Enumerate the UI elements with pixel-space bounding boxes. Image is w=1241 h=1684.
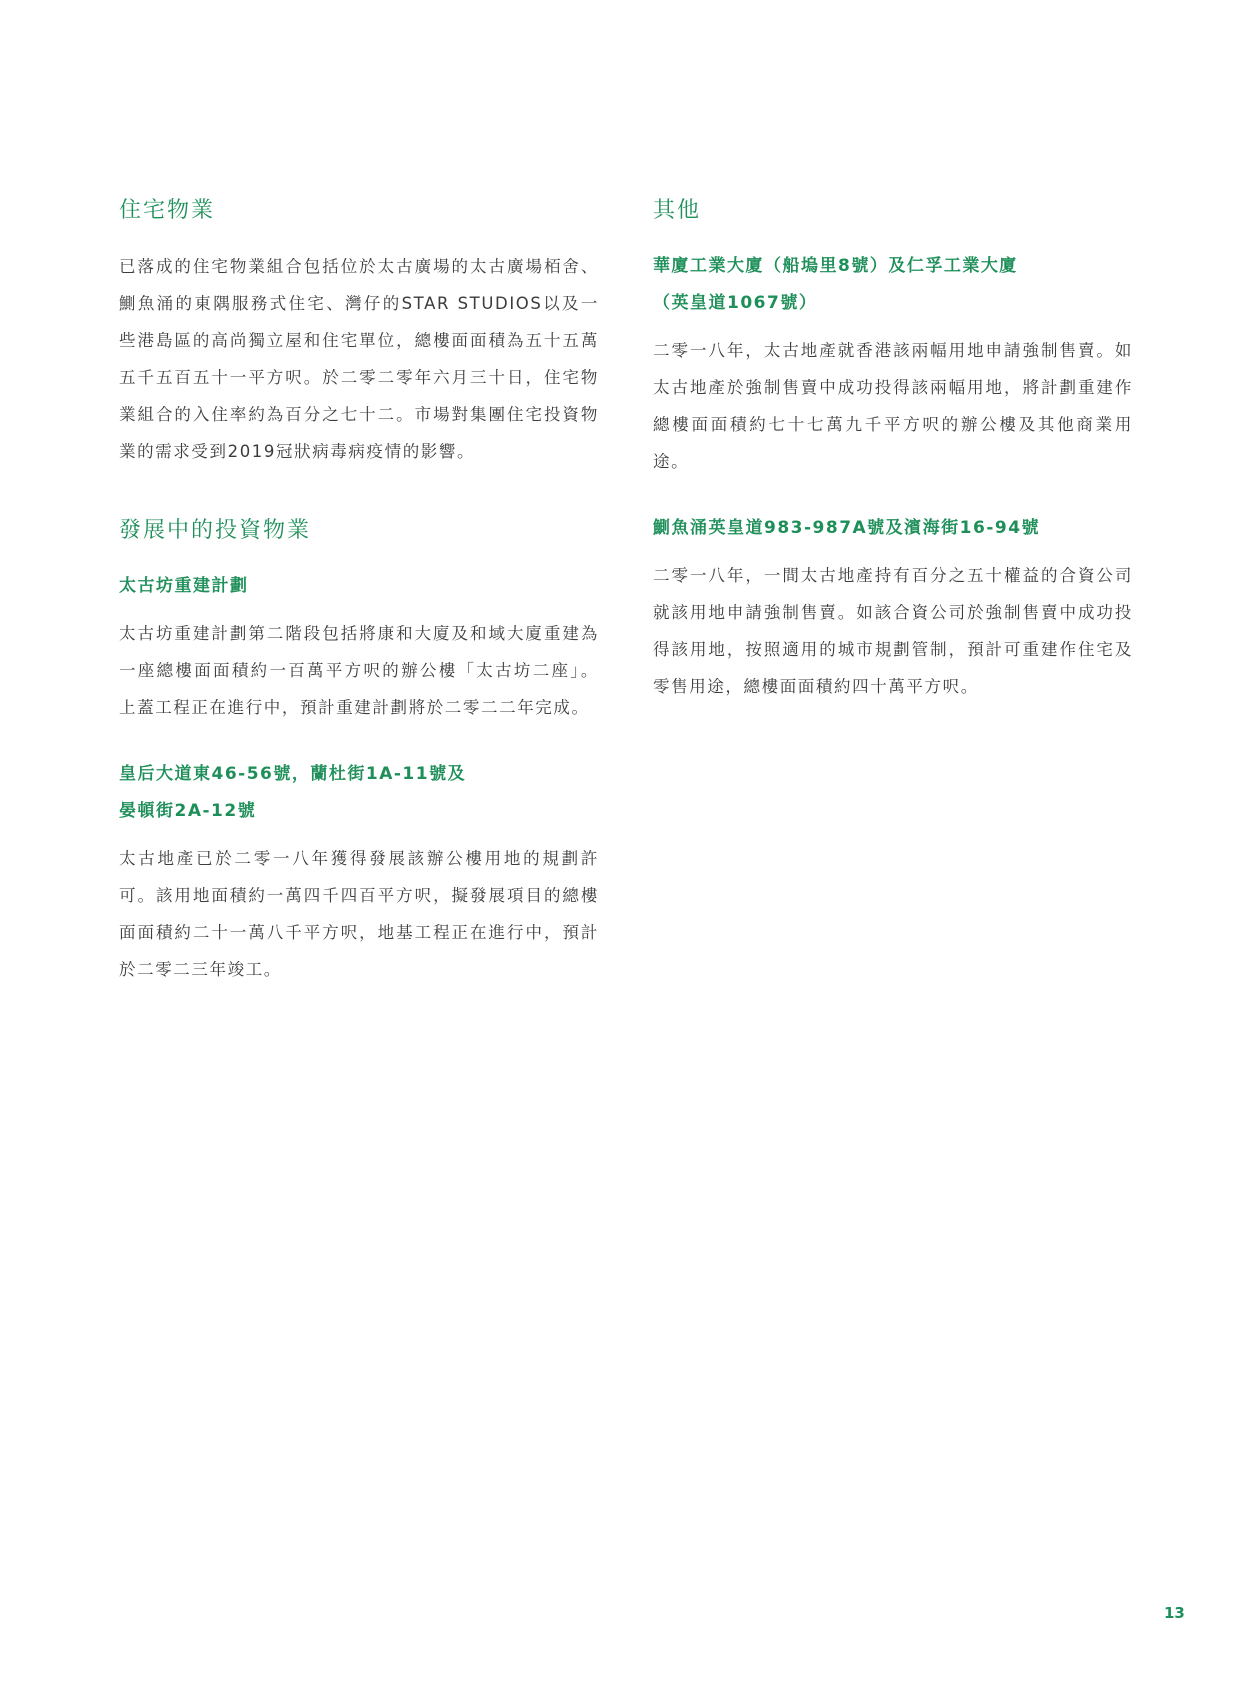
subtitle-taikoo-place — [119, 568, 599, 605]
taikoo-place-paragraph: 太古坊重建計劃第二階段包括將康和大廈及和域大廈重建為一座總樓面面積約一百萬平方呎的辦公樓「太古坊二座」。上蓋工程正在進行中，預計重建計劃將於二零二二年完成。 — [119, 624, 599, 717]
subtitle-quarry-bay — [653, 510, 1133, 547]
subtitle-queens-road-east-line2: 晏頓街2A-12號 — [119, 801, 257, 821]
right-column — [653, 196, 1133, 705]
subtitle-wah-ha-line2: （英皇道1067號） — [653, 293, 818, 313]
page-number: 13 — [1164, 1604, 1185, 1622]
development-section — [119, 516, 599, 988]
quarry-bay-paragraph: 二零一八年，一間太古地產持有百分之五十權益的合資公司就該用地申請強制售賣。如該合資公司於強制售賣中成功投得該用地，按照適用的城市規劃管制，預計可重建作住宅及零售用途，總樓面面積約四十萬平方呎。 — [653, 566, 1133, 696]
section-title-development: 發展中的投資物業 — [119, 518, 312, 543]
subtitle-taikoo-place-text: 太古坊重建計劃 — [119, 576, 249, 596]
section-title-residential: 住宅物業 — [119, 198, 216, 223]
residential-paragraph: 已落成的住宅物業組合包括位於太古廣場的太古廣場栢舍、鰂魚涌的東隅服務式住宅、灣仔的STAR STUDIOS以及一些港島區的高尚獨立屋和住宅單位，總樓面面積為五十五萬五千五百五十一平方呎。於二零二零年六月三十日，住宅物業組合的入住率約為百分之七十二。市場對集團住宅投資物業的需求受到2019冠狀病毒病疫情的影響。 — [119, 257, 599, 461]
section-title-others: 其他 — [653, 198, 702, 223]
subtitle-wah-ha-line1: 華廈工業大廈（船塢里8號）及仁孚工業大廈 — [653, 256, 1018, 276]
subtitle-wah-ha-yan-fook — [653, 248, 1133, 322]
subtitle-queens-road-east — [119, 756, 599, 830]
subtitle-queens-road-east-line1: 皇后大道東46-56號，蘭杜街1A-11號及 — [119, 764, 467, 784]
wah-ha-paragraph: 二零一八年，太古地產就香港該兩幅用地申請強制售賣。如太古地產於強制售賣中成功投得該兩幅用地，將計劃重建作總樓面面積約七十七萬九千平方呎的辦公樓及其他商業用途。 — [653, 341, 1133, 471]
left-column — [119, 196, 599, 988]
residential-section — [119, 196, 599, 470]
subtitle-quarry-bay-text: 鰂魚涌英皇道983-987A號及濱海街16-94號 — [653, 518, 1041, 538]
others-section — [653, 196, 1133, 705]
queens-road-east-paragraph: 太古地產已於二零一八年獲得發展該辦公樓用地的規劃許可。該用地面積約一萬四千四百平方呎，擬發展項目的總樓面面積約二十一萬八千平方呎，地基工程正在進行中，預計於二零二三年竣工。 — [119, 849, 599, 979]
